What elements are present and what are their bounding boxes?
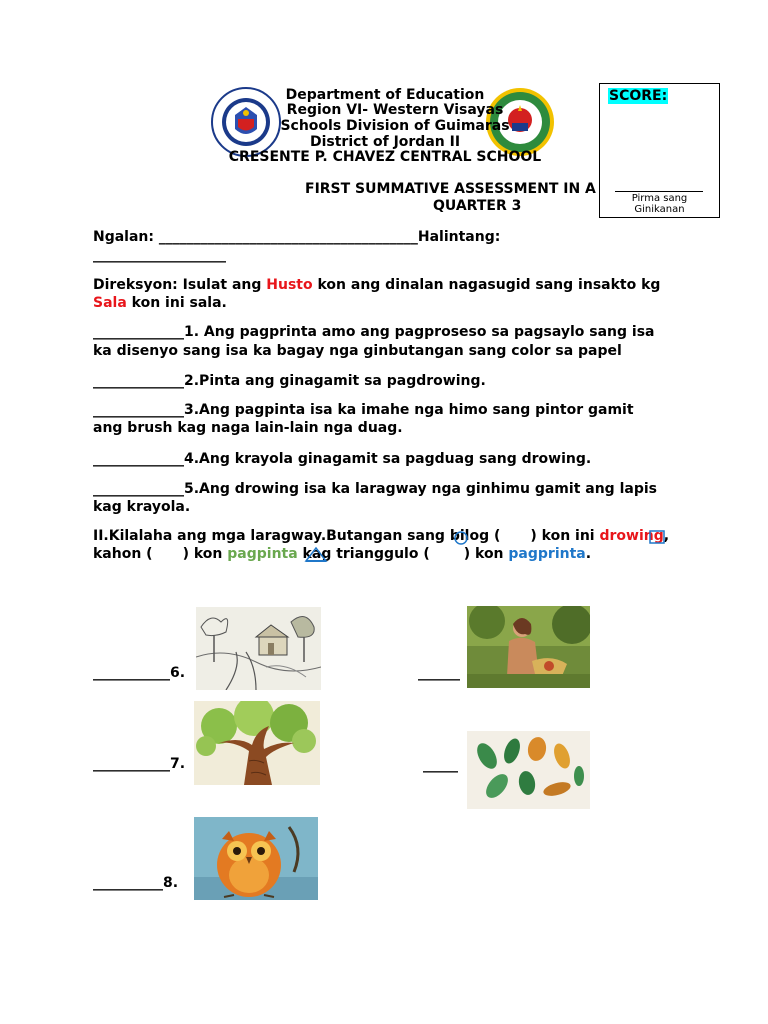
item-7-blank[interactable]: ___________7. xyxy=(93,756,186,772)
header-region: Region VI- Western Visayas xyxy=(286,102,504,118)
directions-line-2 xyxy=(93,294,227,312)
item-right-2-blank[interactable]: _____ xyxy=(423,757,458,773)
picture-leaf-prints xyxy=(467,731,590,809)
name-field[interactable]: Ngalan: _____________________________________Halintang: xyxy=(93,229,501,245)
item-1-line-1[interactable]: _____________1. Ang pagprinta amo ang pagproseso sa pagsaylo sang isa xyxy=(93,324,655,340)
item-right-1-blank[interactable]: ______ xyxy=(418,665,460,681)
part2-text-6: ) kon xyxy=(463,546,509,562)
header-district: District of Jordan II xyxy=(309,134,461,150)
directions-text-3: kon ini sala. xyxy=(126,295,227,311)
header-division: Schools Division of Guimaras xyxy=(280,118,510,134)
signature-label-2: Ginikanan xyxy=(634,204,685,215)
pagprinta-word: pagprinta xyxy=(508,546,586,562)
pagpinta-word: pagpinta xyxy=(227,546,298,562)
part2-text-3: kahon ( xyxy=(93,546,153,562)
item-6-blank[interactable]: ___________6. xyxy=(93,665,186,681)
item-5-line-1[interactable]: _____________5.Ang drowing isa ka laragway nga ginhimu gamit ang lapis xyxy=(93,481,657,497)
item-8-blank[interactable]: __________8. xyxy=(93,875,179,891)
square-symbol-icon xyxy=(648,529,666,549)
picture-painting-woman xyxy=(467,606,590,688)
part2-text-2: ) kon ini xyxy=(530,528,600,544)
quarter-label: QUARTER 3 xyxy=(433,198,522,214)
grade-field[interactable]: ___________________ xyxy=(93,247,226,263)
picture-7-tree-painting xyxy=(194,701,320,785)
part2-text-4: ) kon xyxy=(182,546,228,562)
assessment-title: FIRST SUMMATIVE ASSESSMENT IN A xyxy=(305,181,596,197)
item-1-line-2: ka disenyo sang isa ka bagay nga ginbutangan sang color sa papel xyxy=(93,343,622,359)
triangle-symbol-icon xyxy=(303,545,329,567)
header-school: CRESENTE P. CHAVEZ CENTRAL SCHOOL xyxy=(228,149,542,165)
directions-text-1: Direksyon: Isulat ang xyxy=(93,277,267,293)
item-3-line-2: ang brush kag naga lain-lain nga duag. xyxy=(93,420,403,436)
item-5-line-2: kag krayola. xyxy=(93,499,191,515)
header-deped: Department of Education xyxy=(285,87,485,103)
part2-line-2 xyxy=(93,545,591,563)
signature-line[interactable] xyxy=(615,191,703,192)
score-label: SCORE: xyxy=(609,88,668,104)
part2-line-1 xyxy=(93,527,669,545)
item-3-line-1[interactable]: _____________3.Ang pagpinta isa ka imahe nga himo sang pintor gamit xyxy=(93,402,634,418)
part2-text-1: II.Kilalaha ang mga laragway.Butangan sang bilog ( xyxy=(93,528,501,544)
picture-8-owl xyxy=(194,817,318,900)
husto-word: Husto xyxy=(266,277,313,293)
score-box xyxy=(599,83,720,218)
sala-word: Sala xyxy=(93,295,127,311)
picture-6-drawing xyxy=(196,607,321,690)
signature-label-1: Pirma sang xyxy=(631,193,688,204)
drowing-word: drowing xyxy=(599,528,664,544)
circle-symbol-icon xyxy=(453,530,469,550)
part2-comma: , xyxy=(663,528,670,544)
part2-text-5: kag trianggulo ( xyxy=(297,546,430,562)
signature-label xyxy=(600,193,719,215)
item-4-line-1[interactable]: _____________4.Ang krayola ginagamit sa pagduag sang drowing. xyxy=(93,451,592,467)
item-2-line-1[interactable]: _____________2.Pinta ang ginagamit sa pagdrowing. xyxy=(93,373,486,389)
directions-line-1 xyxy=(93,276,660,294)
part2-period: . xyxy=(585,546,592,562)
directions-text-2: kon ang dinalan nagasugid sang insakto kg xyxy=(312,277,661,293)
